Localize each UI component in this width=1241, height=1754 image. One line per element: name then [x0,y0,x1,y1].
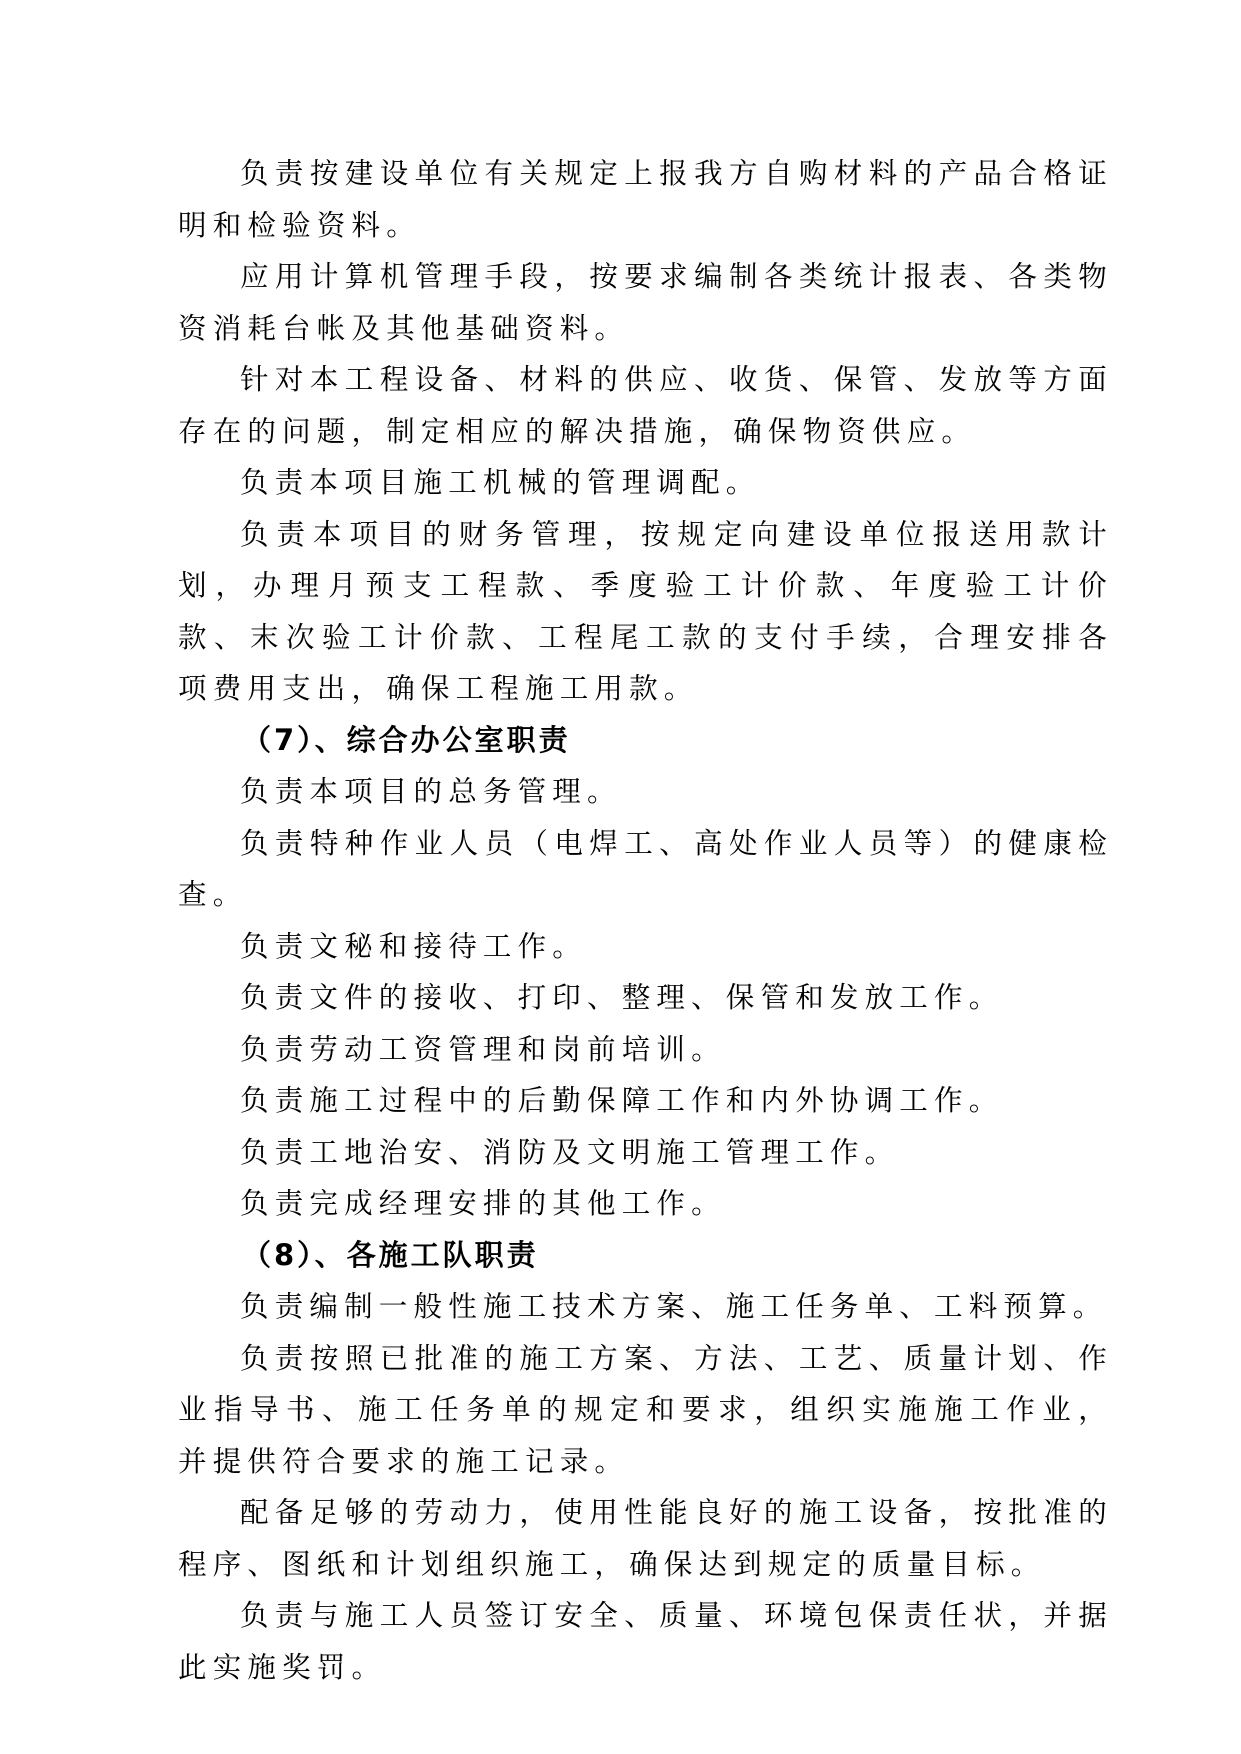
paragraph-supply-problems: 针对本工程设备、材料的供应、收货、保管、发放等方面存在的问题，制定相应的解决措施，确保物资供应。 [178,363,1113,448]
paragraph-technical-plans: 负责编制一般性施工技术方案、施工任务单、工料预算。 [240,1290,1108,1323]
paragraph-logistics: 负责施工过程中的后勤保障工作和内外协调工作。 [240,1084,1004,1117]
paragraph-computer-management: 应用计算机管理手段，按要求编制各类统计报表、各类物资消耗台帐及其他基础资料。 [178,260,1113,345]
paragraph-machinery-allocation: 负责本项目施工机械的管理调配。 [240,466,761,499]
document-body [178,148,1113,1693]
paragraph-wages-training: 负责劳动工资管理和岗前培训。 [240,1032,726,1066]
paragraph-documents: 负责文件的接收、打印、整理、保管和发放工作。 [240,981,1004,1014]
paragraph-responsibility-contracts: 负责与施工人员签订安全、质量、环境包保责任状，并据此实施奖罚。 [178,1599,1113,1684]
paragraph-general-affairs: 负责本项目的总务管理。 [240,775,622,808]
paragraph-health-checks: 负责特种作业人员（电焊工、高处作业人员等）的健康检查。 [178,826,1113,911]
section-heading-team-duties: （8）、各施工队职责 [242,1237,539,1272]
paragraph-implement-construction: 负责按照已批准的施工方案、方法、工艺、质量计划、作业指导书、施工任务单的规定和要求，组织实施施工作业，并提供符合要求的施工记录。 [178,1341,1113,1478]
paragraph-labor-equipment: 配备足够的劳动力，使用性能良好的施工设备，按批准的程序、图纸和计划组织施工，确保达到规定的质量目标。 [178,1496,1113,1581]
paragraph-other-work: 负责完成经理安排的其他工作。 [240,1187,726,1220]
paragraph-financial-management: 负责本项目的财务管理，按规定向建设单位报送用款计划，办理月预支工程款、季度验工计价款、年度验工计价款、末次验工计价款、工程尾工款的支付手续，合理安排各项费用支出，确保工程施工用款。 [178,517,1113,705]
paragraph-site-security: 负责工地治安、消防及文明施工管理工作。 [240,1135,900,1169]
paragraph-report-materials: 负责按建设单位有关规定上报我方自购材料的产品合格证明和检验资料。 [178,157,1113,242]
section-heading-office-duties: （7）、综合办公室职责 [242,722,571,757]
paragraph-secretarial: 负责文秘和接待工作。 [240,929,588,963]
